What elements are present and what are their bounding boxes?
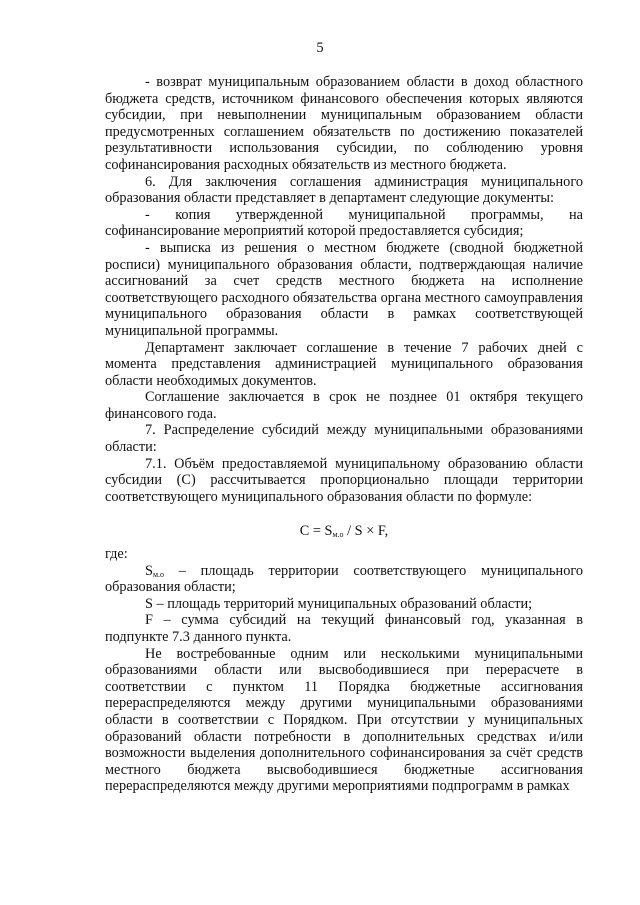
where-label: где: xyxy=(105,546,128,563)
document-body xyxy=(105,74,583,795)
paragraph-department-agreement: Департамент заключает соглашение в течение 7 рабочих дней с момента представления администрацией муниципального образования области необходимых документов. xyxy=(105,339,583,389)
formula xyxy=(105,523,583,540)
paragraph-redistribution: Не востребованные одним или несколькими муниципальными образованиями области или высвободившиеся при перерасчете в соответствии с пунктом 11 Порядка бюджетные ассигнования перераспределяются между другими муниципальными образованиями области в соответствии с Порядком. При отсутствии у муниципальных образований области потребности в дополнительных средствах и/или возможности выделения дополнительного софинансирования за счёт средств местного бюджета высвободившиеся бюджетные ассигнования перераспределяются между другими мероприятиями подпрограмм в рамках xyxy=(105,645,583,795)
formula-subscript: м.о xyxy=(332,530,344,540)
paragraph-agreement-deadline: Соглашение заключается в срок не позднее 01 октября текущего финансового года. xyxy=(105,389,583,422)
paragraph-program-copy: - копия утвержденной муниципальной программы, на софинансирование мероприятий которой предоставляется субсидия; xyxy=(105,206,583,240)
definition-text: – площадь территории соответствующего муниципального образования области; xyxy=(105,562,583,596)
paragraph-budget-extract: - выписка из решения о местном бюджете (сводной бюджетной росписи) муниципального образования области, подтверждающая наличие ассигнований за счет средств местного бюджета на исполнение соответствующего расходного обязательства органа местного самоуправления муниципального образования области в рамках соответствующей муниципальной программы. xyxy=(105,239,583,339)
definition-smo xyxy=(105,563,583,596)
formula-rhs: / S × F, xyxy=(343,523,389,540)
definition-symbol: S xyxy=(145,562,153,579)
definition-s xyxy=(105,596,583,613)
paragraph-item-7-1: 7.1. Объём предоставляемой муниципальному образованию области субсидии (С) рассчитывается пропорционально площади территории соответствующего муниципального образования области по формуле: xyxy=(105,455,583,505)
definition-text: – сумма субсидий на текущий финансовый год, указанная в подпункте 7.3 данного пункта. xyxy=(105,612,583,645)
definition-f xyxy=(105,612,583,645)
paragraph-item-6: 6. Для заключения соглашения администрация муниципального образования области представляет в департамент следующие документы: xyxy=(105,173,583,207)
definition-subscript: м.о xyxy=(152,569,165,579)
paragraph-return-funds: - возврат муниципальным образованием области в доход областного бюджета средств, источником финансового обеспечения которых являются субсидии, при невыполнении муниципальным образованием области предусмотренных соглашением обязательств по достижению показателей результативности использования субсидии, по соблюдению уровня софинансирования расходных обязательств из местного бюджета. xyxy=(105,74,583,173)
paragraph-item-7: 7. Распределение субсидий между муниципальными образованиями области: xyxy=(105,422,583,456)
definition-text: – площадь территорий муниципальных образований области; xyxy=(152,595,533,612)
formula-lhs: С = S xyxy=(299,523,333,540)
definition-symbol: F xyxy=(145,612,153,629)
definition-symbol: S xyxy=(145,595,153,612)
page-number: 5 xyxy=(316,40,324,56)
